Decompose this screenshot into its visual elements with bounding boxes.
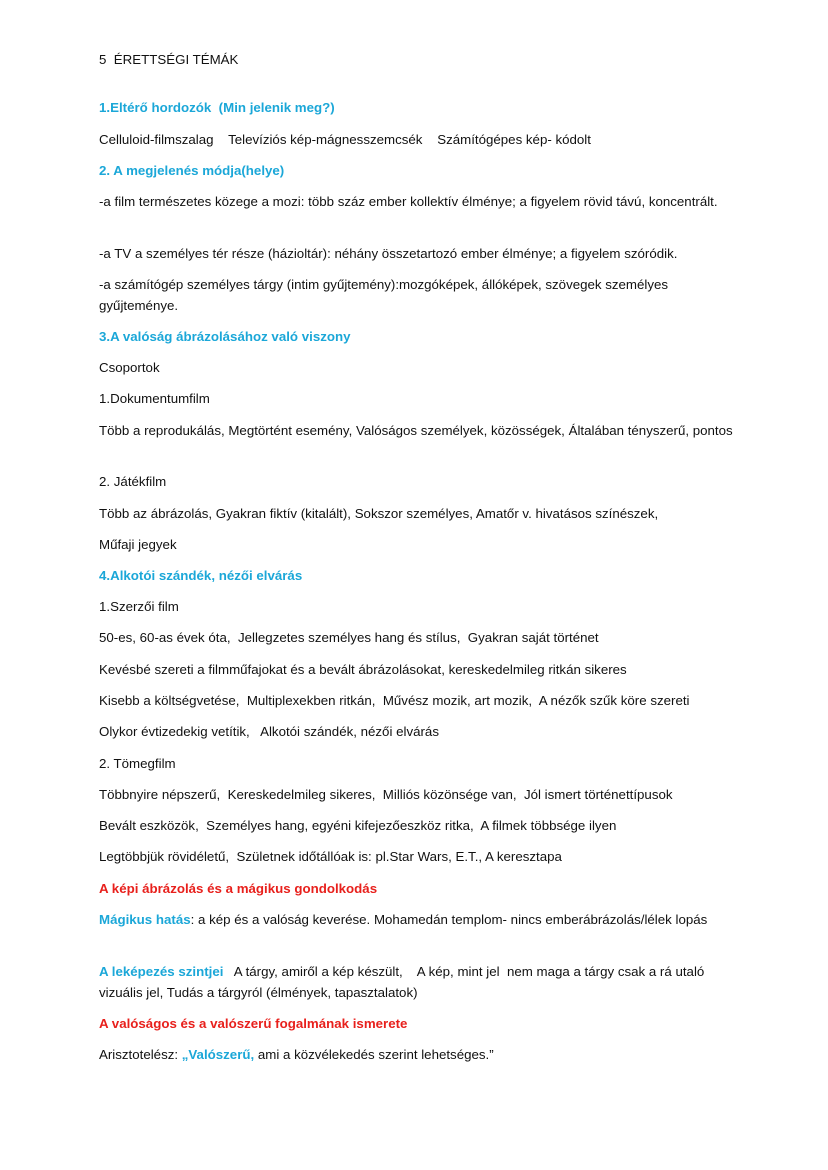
section-2-film-paragraph: -a film természetes közege a mozi: több száz ember kollektív élménye; a figyelem rövid távú, koncentrált.	[99, 194, 718, 209]
section-4-author-film-title: 1.Szerzői film	[99, 599, 179, 614]
quote-term: Valószerű,	[188, 1047, 255, 1062]
section-5-heading: A képi ábrázolás és a mágikus gondolkodás	[99, 881, 378, 896]
section-1-carriers: Celluloid-filmszalag Televíziós kép-mágnesszemcsék Számítógépes kép- kódolt	[99, 132, 591, 147]
section-4-author-line-2: Kevésbé szereti a filmműfajokat és a bevált ábrázolásokat, kereskedelmileg ritkán sikeres	[99, 662, 627, 677]
levels-text: A tárgy, amiről a kép készült, A kép, mint jel nem maga a tárgy csak a rá utaló vizuális jel, Tudás a tárgyról (élmények, tapasztalatok)	[99, 964, 708, 1000]
section-4-mass-film-title: 2. Tömegfilm	[99, 756, 176, 771]
section-4-heading: 4.Alkotói szándék, nézői elvárás	[99, 568, 303, 583]
section-6-quote	[99, 1044, 739, 1065]
section-6-heading: A valóságos és a valószerű fogalmának ismerete	[99, 1016, 408, 1031]
section-5-levels-paragraph	[99, 961, 739, 1003]
section-3-documentary-desc: Több a reprodukálás, Megtörtént esemény, Valóságos személyek, közösségek, Általában tényszerű, pontos	[99, 423, 733, 438]
section-4-mass-line-2: Bevált eszközök, Személyes hang, egyéni kifejezőeszköz ritka, A filmek többsége ilyen	[99, 818, 617, 833]
section-4-mass-line-3: Legtöbbjük rövidéletű, Születnek időtállóak is: pl.Star Wars, E.T., A keresztapa	[99, 849, 562, 864]
section-5-magic-paragraph	[99, 909, 739, 930]
quote-rest: ami a közvélekedés szerint lehetséges.”	[254, 1047, 494, 1062]
section-3-genre-label: Műfaji jegyek	[99, 537, 177, 552]
page-title: 5 ÉRETTSÉGI TÉMÁK	[99, 52, 239, 67]
magic-effect-term: Mágikus hatás	[99, 912, 191, 927]
section-3-heading: 3.A valóság ábrázolásához való viszony	[99, 329, 351, 344]
section-3-feature-title: 2. Játékfilm	[99, 474, 167, 489]
section-2-heading: 2. A megjelenés módja(helye)	[99, 163, 285, 178]
section-3-groups-label: Csoportok	[99, 360, 160, 375]
section-3-feature-desc: Több az ábrázolás, Gyakran fiktív (kitalált), Sokszor személyes, Amatőr v. hivatásos színészek,	[99, 506, 659, 521]
magic-effect-text: : a kép és a valóság keverése. Mohamedán templom- nincs emberábrázolás/lélek lopás	[190, 912, 708, 927]
section-1-heading: 1.Eltérő hordozók (Min jelenik meg?)	[99, 100, 335, 115]
section-4-mass-line-1: Többnyire népszerű, Kereskedelmileg sikeres, Milliós közönsége van, Jól ismert történettípusok	[99, 787, 673, 802]
quote-author: Arisztotelész:	[99, 1047, 182, 1062]
section-3-documentary-title: 1.Dokumentumfilm	[99, 391, 210, 406]
section-4-author-line-4: Olykor évtizedekig vetítik, Alkotói szándék, nézői elvárás	[99, 724, 439, 739]
section-2-tv-paragraph: -a TV a személyes tér része (házioltár): néhány összetartozó ember élménye; a figyelem szóródik.	[99, 246, 678, 261]
section-2-computer-paragraph: -a számítógép személyes tárgy (intim gyűjtemény):mozgóképek, állóképek, szövegek személyes gyűjteménye.	[99, 277, 672, 313]
quote-open-mark: „	[181, 1047, 189, 1062]
section-4-author-line-3: Kisebb a költségvetése, Multiplexekben ritkán, Művész mozik, art mozik, A nézők szűk köre szereti	[99, 693, 690, 708]
levels-term: A leképezés szintjei	[99, 964, 224, 979]
section-4-author-line-1: 50-es, 60-as évek óta, Jellegzetes személyes hang és stílus, Gyakran saját történet	[99, 630, 599, 645]
